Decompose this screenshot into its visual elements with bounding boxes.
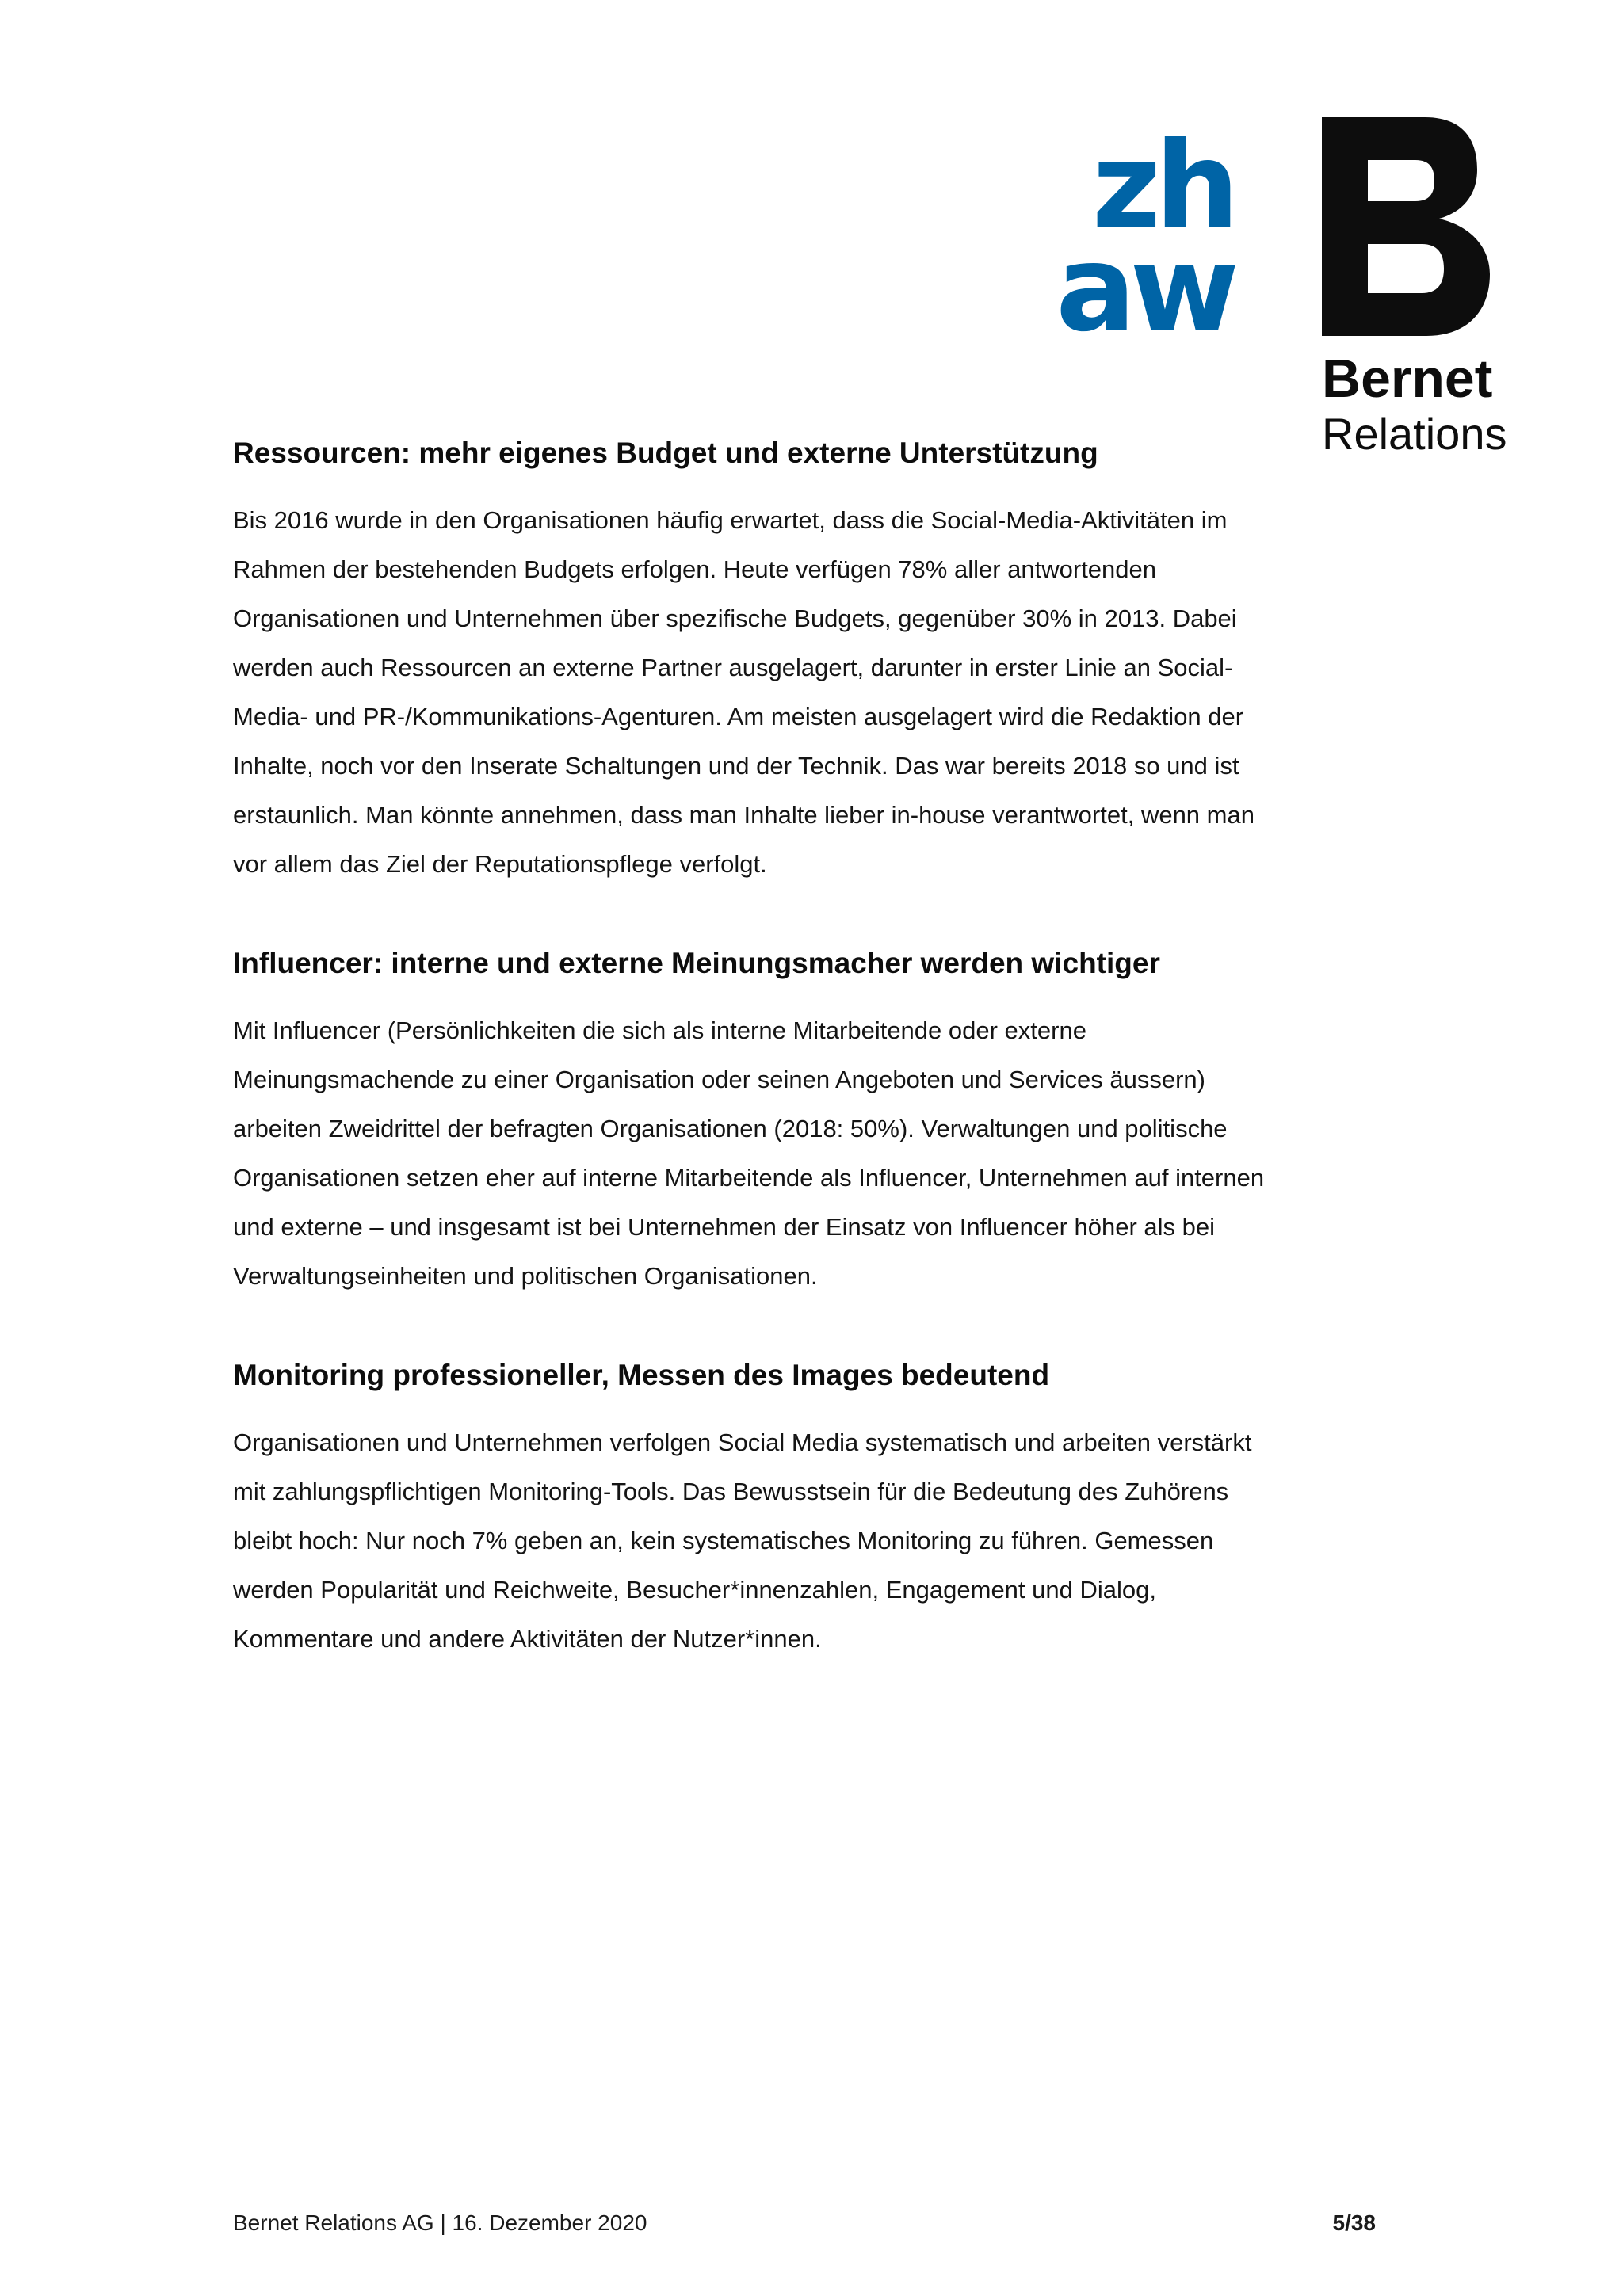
zhaw-logo-line2: aw [1056,220,1233,358]
section-paragraph: Organisationen und Unternehmen verfolgen Social Media systematisch und arbeiten verstärkt mit zahlungspflichtigen Monitoring-Tools. Das Bewusstsein für die Bedeutung des Zuhörens bleibt hoch: Nur noch 7% geben an, kein systematisches Monitoring zu führen. Gemessen werden Popularität und Reichweite, Besucher*innenzahlen, Engagement und Dialog, Kommentare und andere Aktivitäten der Nutzer*innen. [233,1428,1252,1653]
bernet-logo-name: Bernet [1322,349,1493,409]
zhaw-logo-line1: zh [1091,117,1233,255]
footer-company-date: Bernet Relations AG | 16. Dezember 2020 [233,2210,647,2235]
section-heading: Influencer: interne und externe Meinungsmacher werden wichtiger [233,947,1160,979]
main-content [233,431,1287,1664]
section-monitoring [233,1353,1287,1664]
zhaw-logo [1043,117,1233,358]
bernet-b-logo-icon [1322,117,1490,336]
section-resources [233,431,1287,889]
section-influencer [233,941,1287,1301]
section-heading: Monitoring professioneller, Messen des Images bedeutend [233,1359,1050,1391]
footer-page-number: 5/38 [1332,2210,1376,2235]
bernet-relations-logo [1322,117,1507,466]
section-paragraph: Mit Influencer (Persönlichkeiten die sich als interne Mitarbeitende oder externe Meinungsmachende zu einer Organisation oder seinen Angeboten und Services äussern) arbeiten Zweidrittel der befragten Organisationen (2018: 50%). Verwaltungen und politische Organisationen setzen eher auf interne Mitarbeitende als Influencer, Unternehmen auf internen und externe – und insgesamt ist bei Unternehmen der Einsatz von Influencer höher als bei Verwaltungseinheiten und politischen Organisationen. [233,1016,1265,1290]
section-heading: Ressourcen: mehr eigenes Budget und externe Unterstützung [233,437,1098,469]
section-paragraph: Bis 2016 wurde in den Organisationen häufig erwartet, dass die Social-Media-Aktivitäten im Rahmen der bestehenden Budgets erfolgen. Heute verfügen 78% aller antwortenden Organisationen und Unternehmen über spezifische Budgets, gegenüber 30% in 2013. Dabei werden auch Ressourcen an externe Partner ausgelagert, darunter in erster Linie an Social-Media- und PR-/Kommunikations-Agenturen. Am meisten ausgelagert wird die Redaktion der Inhalte, noch vor den Inserate Schaltungen und der Technik. Das war bereits 2018 so und ist erstaunlich. Man könnte annehmen, dass man Inhalte lieber in-house verantwortet, wenn man vor allem das Ziel der Reputationspflege verfolgt. [233,506,1254,878]
bernet-logo-subtitle: Relations [1322,409,1507,459]
